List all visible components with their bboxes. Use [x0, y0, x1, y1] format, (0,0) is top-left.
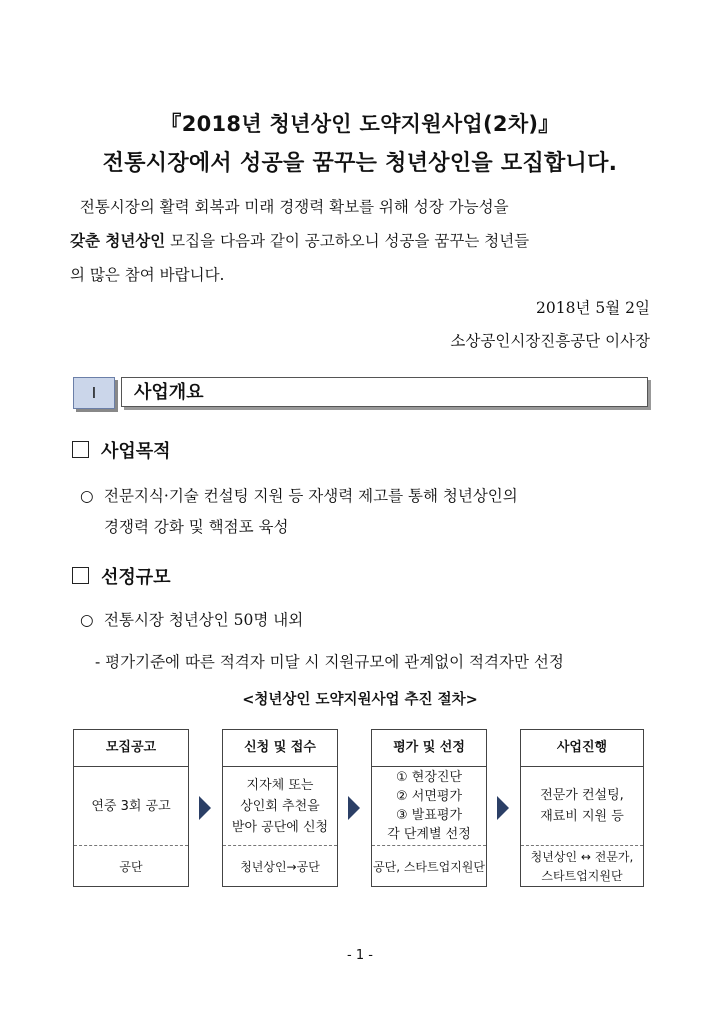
flow-step-2 — [222, 729, 338, 887]
flow-step-body-line: ③ 발표평가 — [395, 808, 463, 823]
intro-text-1: 전통시장의 활력 회복과 미래 경쟁력 확보를 위해 성장 가능성을 — [79, 198, 509, 216]
flow-step-foot — [223, 846, 337, 888]
flow-step-body — [521, 767, 643, 846]
arrow-right-icon — [497, 796, 509, 820]
flow-step-body-line: ① 현장진단 — [395, 770, 463, 785]
flow-step-body-line: ② 서면평가 — [395, 789, 463, 804]
flow-step-3 — [371, 729, 487, 887]
flow-step-foot — [74, 846, 188, 888]
scale-heading — [72, 563, 171, 589]
flow-step-body-line: 재료비 지원 등 — [540, 809, 624, 824]
flow-step-body — [372, 767, 486, 846]
purpose-heading — [72, 437, 171, 463]
flow-step-foot-line: 청년상인→공단 — [240, 859, 320, 874]
flow-step-4 — [520, 729, 644, 887]
checkbox-square-icon — [72, 441, 89, 458]
purpose-bullet-line-1 — [80, 484, 518, 506]
section-number: Ⅰ — [73, 377, 115, 409]
purpose-heading-text: 사업목적 — [101, 441, 171, 462]
scale-heading-text: 선정규모 — [101, 567, 171, 588]
flow-step-head: 평가 및 선정 — [372, 730, 486, 767]
organization-signature: 소상공인시장진흥공단 이사장 — [450, 332, 650, 350]
flow-step-head: 사업진행 — [521, 730, 643, 767]
flow-step-body-line: 지자체 또는 — [246, 777, 314, 793]
flow-step-body-line: 상인회 추천을 — [240, 798, 320, 814]
circle-bullet-icon: ○ — [80, 611, 94, 629]
flow-step-foot — [521, 846, 643, 888]
flow-step-body-line: 각 단계별 선정 — [387, 827, 471, 842]
scale-sub-text: - 평가기준에 따른 적격자 미달 시 지원규모에 관계없이 적격자만 선정 — [95, 653, 564, 671]
scale-bullet-line — [80, 608, 303, 630]
page-number: - 1 - — [347, 948, 373, 963]
flow-step-body — [74, 767, 188, 846]
flow-title: <청년상인 도약지원사업 추진 절차> — [242, 692, 478, 708]
arrow-right-icon — [199, 796, 211, 820]
flow-step-body-line: 연중 3회 공고 — [91, 798, 171, 814]
flow-step-head: 신청 및 접수 — [223, 730, 337, 767]
title-line-1: 『2018년 청년상인 도약지원사업(2차)』 — [160, 112, 560, 136]
checkbox-square-icon — [72, 567, 89, 584]
circle-bullet-icon: ○ — [80, 487, 94, 505]
arrow-right-icon — [348, 796, 360, 820]
scale-text: 전통시장 청년상인 50명 내외 — [104, 611, 304, 629]
intro-bold-text: 갖춘 청년상인 — [70, 232, 166, 250]
flow-step-foot-line: 스타트업지원단 — [541, 869, 623, 883]
flow-step-body-line: 전문가 컨설팅, — [540, 788, 624, 803]
flow-step-foot-line: 공단 — [119, 859, 143, 874]
title-line-2: 전통시장에서 성공을 꿈꾸는 청년상인을 모집합니다. — [102, 151, 618, 176]
flow-step-1 — [73, 729, 189, 887]
flow-step-foot-line: 공단, 스타트업지원단 — [373, 859, 485, 874]
flow-step-body — [223, 767, 337, 846]
flow-step-body-line: 받아 공단에 신청 — [231, 819, 329, 835]
flow-step-foot — [372, 846, 486, 888]
flow-step-foot-line: 청년상인 ↔ 전문가, — [530, 850, 634, 864]
announcement-date: 2018년 5월 2일 — [536, 299, 650, 317]
intro-text-2: 모집을 다음과 같이 공고하오니 성공을 꿈꾸는 청년들 — [165, 232, 530, 250]
purpose-text-1: 전문지식·기술 컨설팅 지원 등 자생력 제고를 통해 청년상인의 — [104, 487, 518, 505]
section-title: 사업개요 — [121, 377, 648, 407]
flow-step-head: 모집공고 — [74, 730, 188, 767]
intro-paragraph — [70, 190, 652, 292]
purpose-text-2: 경쟁력 강화 및 핵점포 육성 — [104, 518, 289, 536]
intro-text-3: 의 많은 참여 바랍니다. — [70, 266, 225, 284]
